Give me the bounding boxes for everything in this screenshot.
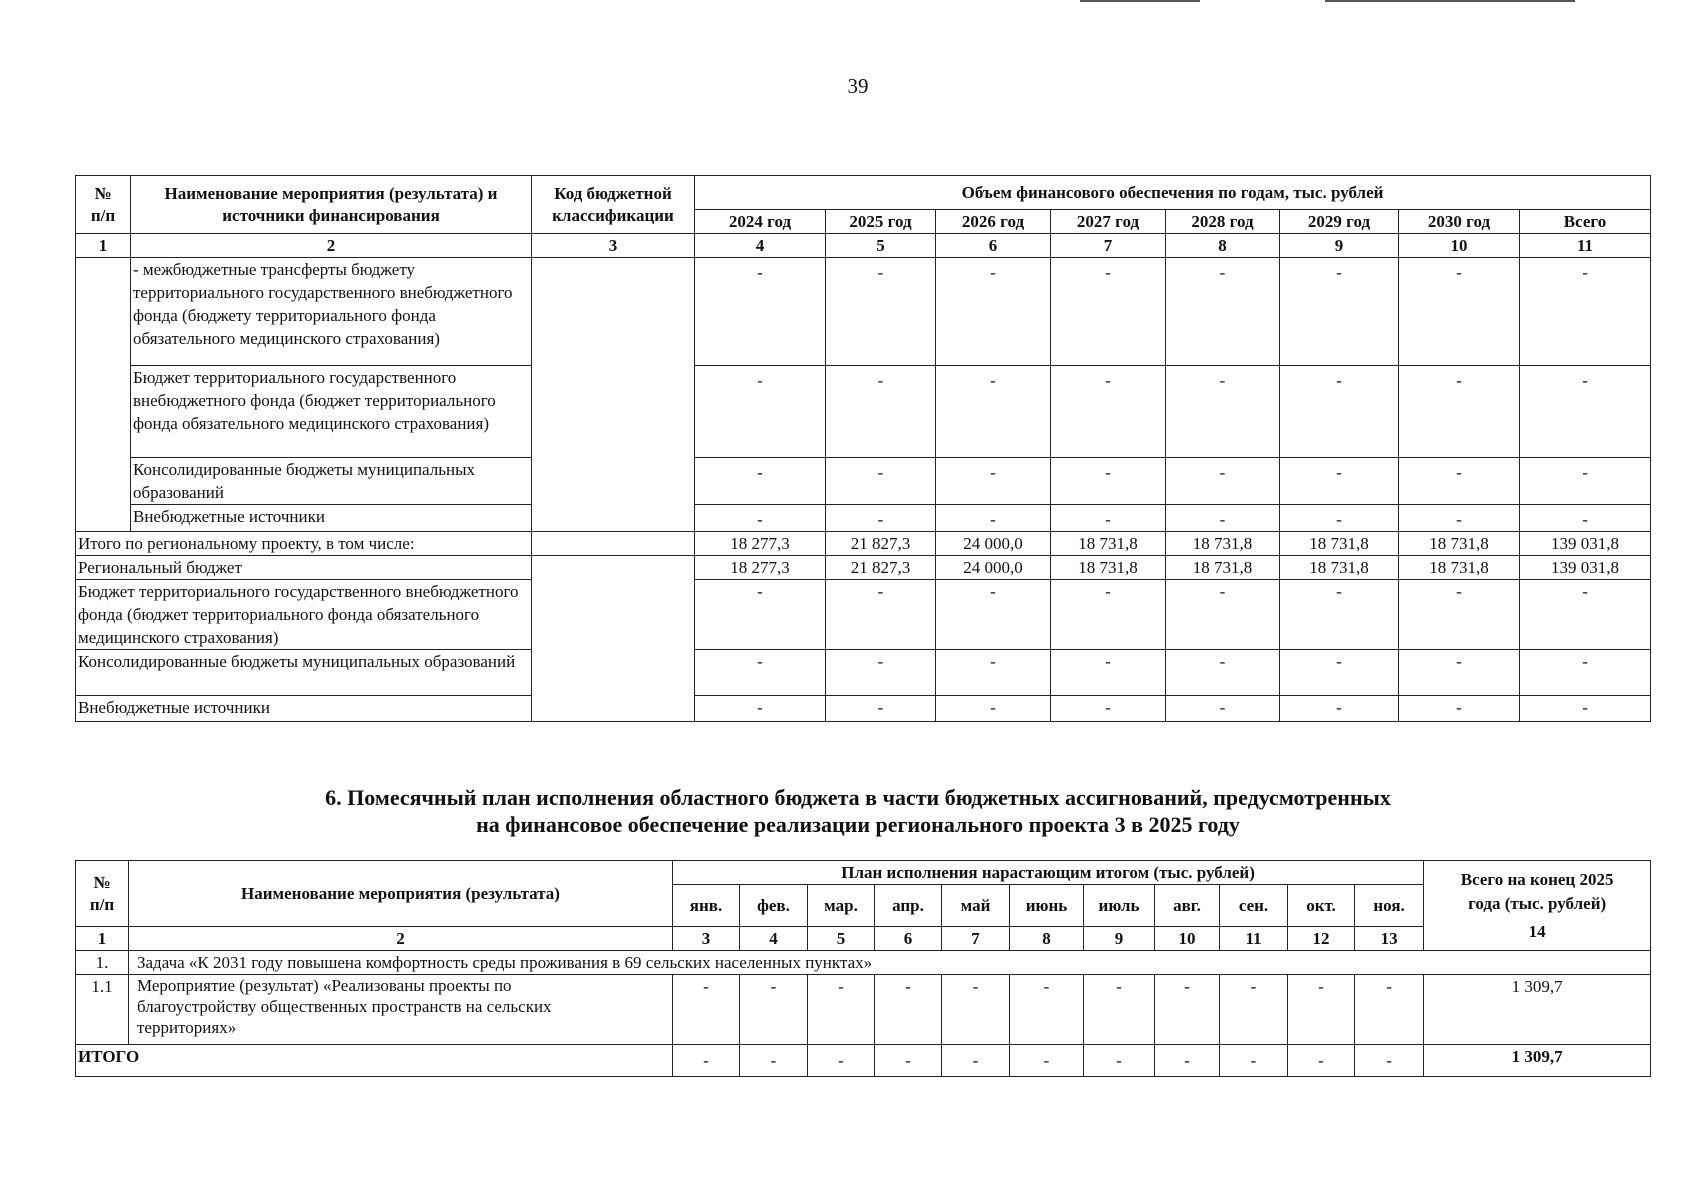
column-number: 7 — [942, 927, 1010, 951]
month-header: сен. — [1220, 885, 1288, 927]
column-number: 3 — [673, 927, 740, 951]
month-value: - — [875, 1045, 942, 1077]
value-cell: - — [1520, 696, 1651, 722]
value-cell: - — [1051, 366, 1166, 458]
column-number: 11 — [1520, 234, 1651, 258]
value-cell: - — [826, 458, 936, 505]
value-cell: - — [695, 458, 826, 505]
row-num-cell — [76, 258, 131, 532]
header-year: 2028 год — [1166, 210, 1280, 234]
value-cell: - — [1520, 458, 1651, 505]
month-header: окт. — [1288, 885, 1355, 927]
grand-total: 1 309,7 — [1424, 1045, 1651, 1077]
table-row — [76, 505, 1651, 532]
value-cell: 24 000,0 — [936, 532, 1051, 556]
header-year: 2027 год — [1051, 210, 1166, 234]
total-source-name: Итого по региональному проекту, в том числе: — [76, 532, 532, 556]
month-value: - — [1220, 975, 1288, 1045]
code-cell — [532, 556, 695, 722]
table-row — [76, 532, 1651, 556]
column-number: 5 — [826, 234, 936, 258]
header-name: Наименование мероприятия (результата) и источники финансирования — [131, 176, 532, 234]
month-value: - — [1155, 1045, 1220, 1077]
month-header: май — [942, 885, 1010, 927]
value-cell: - — [1051, 580, 1166, 650]
header-year: 2025 год — [826, 210, 936, 234]
value-cell: 18 277,3 — [695, 532, 826, 556]
value-cell: - — [826, 696, 936, 722]
month-value: - — [1288, 975, 1355, 1045]
column-number: 5 — [808, 927, 875, 951]
month-value: - — [1084, 975, 1155, 1045]
column-number: 1 — [76, 927, 129, 951]
column-number: 9 — [1084, 927, 1155, 951]
top-rule-2 — [1325, 0, 1575, 2]
column-number-14: 14 — [1528, 921, 1546, 941]
value-cell: - — [1051, 650, 1166, 696]
value-cell: - — [936, 650, 1051, 696]
month-value: - — [808, 975, 875, 1045]
value-cell: - — [1280, 580, 1399, 650]
month-value: - — [1084, 1045, 1155, 1077]
value-cell: - — [936, 258, 1051, 366]
column-number: 12 — [1288, 927, 1355, 951]
value-cell: - — [936, 458, 1051, 505]
value-cell: 18 277,3 — [695, 556, 826, 580]
column-number: 13 — [1355, 927, 1424, 951]
section-6-title — [0, 784, 1708, 838]
column-number: 9 — [1280, 234, 1399, 258]
total-source-name: Внебюджетные источники — [76, 696, 532, 722]
value-cell: - — [1520, 258, 1651, 366]
page-number: 39 — [847, 74, 869, 98]
value-cell: - — [1520, 366, 1651, 458]
header-year: Всего — [1520, 210, 1651, 234]
column-number: 6 — [936, 234, 1051, 258]
value-cell: - — [1520, 650, 1651, 696]
month-value: - — [673, 1045, 740, 1077]
value-cell: - — [826, 580, 936, 650]
month-value: - — [1355, 975, 1424, 1045]
column-number: 7 — [1051, 234, 1166, 258]
column-number: 8 — [1166, 234, 1280, 258]
month-value: - — [942, 1045, 1010, 1077]
value-cell: 18 731,8 — [1280, 556, 1399, 580]
header-code: Код бюджетной классификации — [532, 176, 695, 234]
event-num: 1.1 — [76, 975, 129, 1045]
header-year: 2029 год — [1280, 210, 1399, 234]
event-name: Мероприятие (результат) «Реализованы проекты по благоустройству общественных пространств на сельских территориях» — [129, 975, 673, 1045]
table-row — [76, 696, 1651, 722]
top-rule-1 — [1080, 0, 1200, 2]
value-cell: - — [936, 580, 1051, 650]
header-num: № п/п — [76, 176, 131, 234]
value-cell: 139 031,8 — [1520, 532, 1651, 556]
value-cell: - — [1166, 580, 1280, 650]
month-value: - — [1010, 975, 1084, 1045]
month-value: - — [808, 1045, 875, 1077]
task-num: 1. — [76, 951, 129, 975]
total-source-name: Региональный бюджет — [76, 556, 532, 580]
month-header: фев. — [740, 885, 808, 927]
table-row — [76, 580, 1651, 650]
t2-header-total: Всего на конец 2025 года (тыс. рублей) 14 — [1424, 861, 1651, 951]
column-number: 2 — [129, 927, 673, 951]
value-cell: - — [826, 505, 936, 532]
month-value: - — [1220, 1045, 1288, 1077]
header-year: 2030 год — [1399, 210, 1520, 234]
value-cell: - — [1399, 696, 1520, 722]
value-cell: 21 827,3 — [826, 532, 936, 556]
value-cell: - — [826, 650, 936, 696]
event-total: 1 309,7 — [1424, 975, 1651, 1045]
month-header: июнь — [1010, 885, 1084, 927]
section-6-title-line1: 6. Помесячный план исполнения областного бюджета в части бюджетных ассигнований, предусмотренных — [325, 785, 1391, 810]
table-row — [76, 458, 1651, 505]
month-header: ноя. — [1355, 885, 1424, 927]
value-cell: - — [1280, 458, 1399, 505]
value-cell: 139 031,8 — [1520, 556, 1651, 580]
t2-header-num: № п/п — [76, 861, 129, 927]
value-cell: - — [1280, 650, 1399, 696]
header-year: 2024 год — [695, 210, 826, 234]
code-cell — [532, 258, 695, 532]
value-cell: - — [826, 258, 936, 366]
value-cell: - — [1166, 258, 1280, 366]
value-cell: 18 731,8 — [1051, 556, 1166, 580]
column-number: 6 — [875, 927, 942, 951]
source-name: Внебюджетные источники — [131, 505, 532, 532]
value-cell: - — [695, 580, 826, 650]
value-cell: - — [695, 650, 826, 696]
month-value: - — [875, 975, 942, 1045]
value-cell: - — [1399, 650, 1520, 696]
value-cell: - — [1399, 458, 1520, 505]
column-number: 10 — [1399, 234, 1520, 258]
header-year: 2026 год — [936, 210, 1051, 234]
value-cell: - — [1399, 258, 1520, 366]
value-cell: - — [1051, 505, 1166, 532]
column-number: 8 — [1010, 927, 1084, 951]
value-cell: - — [936, 696, 1051, 722]
value-cell: - — [936, 505, 1051, 532]
source-name: Консолидированные бюджеты муниципальных образований — [131, 458, 532, 505]
table-row — [76, 366, 1651, 458]
month-header: мар. — [808, 885, 875, 927]
value-cell: - — [1051, 258, 1166, 366]
value-cell: 18 731,8 — [1280, 532, 1399, 556]
month-header: июль — [1084, 885, 1155, 927]
value-cell: 18 731,8 — [1399, 556, 1520, 580]
table-row — [76, 556, 1651, 580]
value-cell: 18 731,8 — [1399, 532, 1520, 556]
column-number: 4 — [740, 927, 808, 951]
t2-header-name: Наименование мероприятия (результата) — [129, 861, 673, 927]
month-value: - — [942, 975, 1010, 1045]
source-name: Бюджет территориального государственного внебюджетного фонда (бюджет территориального фонда обязательного медицинского страхования) — [131, 366, 532, 458]
t2-header-plan: План исполнения нарастающим итогом (тыс. рублей) — [673, 861, 1424, 885]
month-value: - — [1010, 1045, 1084, 1077]
source-name: - межбюджетные трансферты бюджету территориального государственного внебюджетного фонда (бюджету территориального фонда обязательного медицинского страхования) — [131, 258, 532, 366]
column-number: 4 — [695, 234, 826, 258]
value-cell: - — [1166, 366, 1280, 458]
value-cell: - — [1166, 505, 1280, 532]
value-cell: - — [695, 505, 826, 532]
month-value: - — [1355, 1045, 1424, 1077]
value-cell: - — [1399, 505, 1520, 532]
value-cell: - — [1166, 696, 1280, 722]
month-header: апр. — [875, 885, 942, 927]
month-value: - — [740, 975, 808, 1045]
value-cell: - — [1399, 580, 1520, 650]
value-cell: - — [1399, 366, 1520, 458]
value-cell: - — [1520, 505, 1651, 532]
table-row — [76, 650, 1651, 696]
value-cell: - — [826, 366, 936, 458]
month-value: - — [740, 1045, 808, 1077]
column-number: 11 — [1220, 927, 1288, 951]
header-volume: Объем финансового обеспечения по годам, тыс. рублей — [695, 176, 1651, 210]
value-cell: 21 827,3 — [826, 556, 936, 580]
value-cell: - — [695, 258, 826, 366]
month-value: - — [1288, 1045, 1355, 1077]
value-cell: - — [1280, 366, 1399, 458]
month-value: - — [1155, 975, 1220, 1045]
value-cell: 18 731,8 — [1051, 532, 1166, 556]
table-row — [76, 258, 1651, 366]
value-cell: - — [1280, 258, 1399, 366]
total-source-name: Консолидированные бюджеты муниципальных образований — [76, 650, 532, 696]
task-text: Задача «К 2031 году повышена комфортность среды проживания в 69 сельских населенных пунктах» — [129, 951, 1651, 975]
financing-table — [75, 175, 1651, 722]
column-number: 3 — [532, 234, 695, 258]
month-header: янв. — [673, 885, 740, 927]
value-cell: - — [1520, 580, 1651, 650]
code-cell — [532, 532, 695, 556]
value-cell: - — [1280, 505, 1399, 532]
column-number: 2 — [131, 234, 532, 258]
total-label: ИТОГО — [76, 1045, 673, 1077]
value-cell: - — [1166, 458, 1280, 505]
value-cell: - — [1051, 696, 1166, 722]
value-cell: 18 731,8 — [1166, 532, 1280, 556]
total-source-name: Бюджет территориального государственного внебюджетного фонда (бюджет территориального фонда обязательного медицинского страхования) — [76, 580, 532, 650]
value-cell: - — [1051, 458, 1166, 505]
value-cell: - — [695, 366, 826, 458]
value-cell: - — [1280, 696, 1399, 722]
value-cell: - — [936, 366, 1051, 458]
value-cell: - — [1166, 650, 1280, 696]
column-number: 1 — [76, 234, 131, 258]
value-cell: 24 000,0 — [936, 556, 1051, 580]
value-cell: - — [695, 696, 826, 722]
column-number: 10 — [1155, 927, 1220, 951]
month-header: авг. — [1155, 885, 1220, 927]
month-value: - — [673, 975, 740, 1045]
value-cell: 18 731,8 — [1166, 556, 1280, 580]
section-6-title-line2: на финансовое обеспечение реализации регионального проекта 3 в 2025 году — [476, 812, 1240, 837]
monthly-plan-table — [75, 860, 1651, 1077]
